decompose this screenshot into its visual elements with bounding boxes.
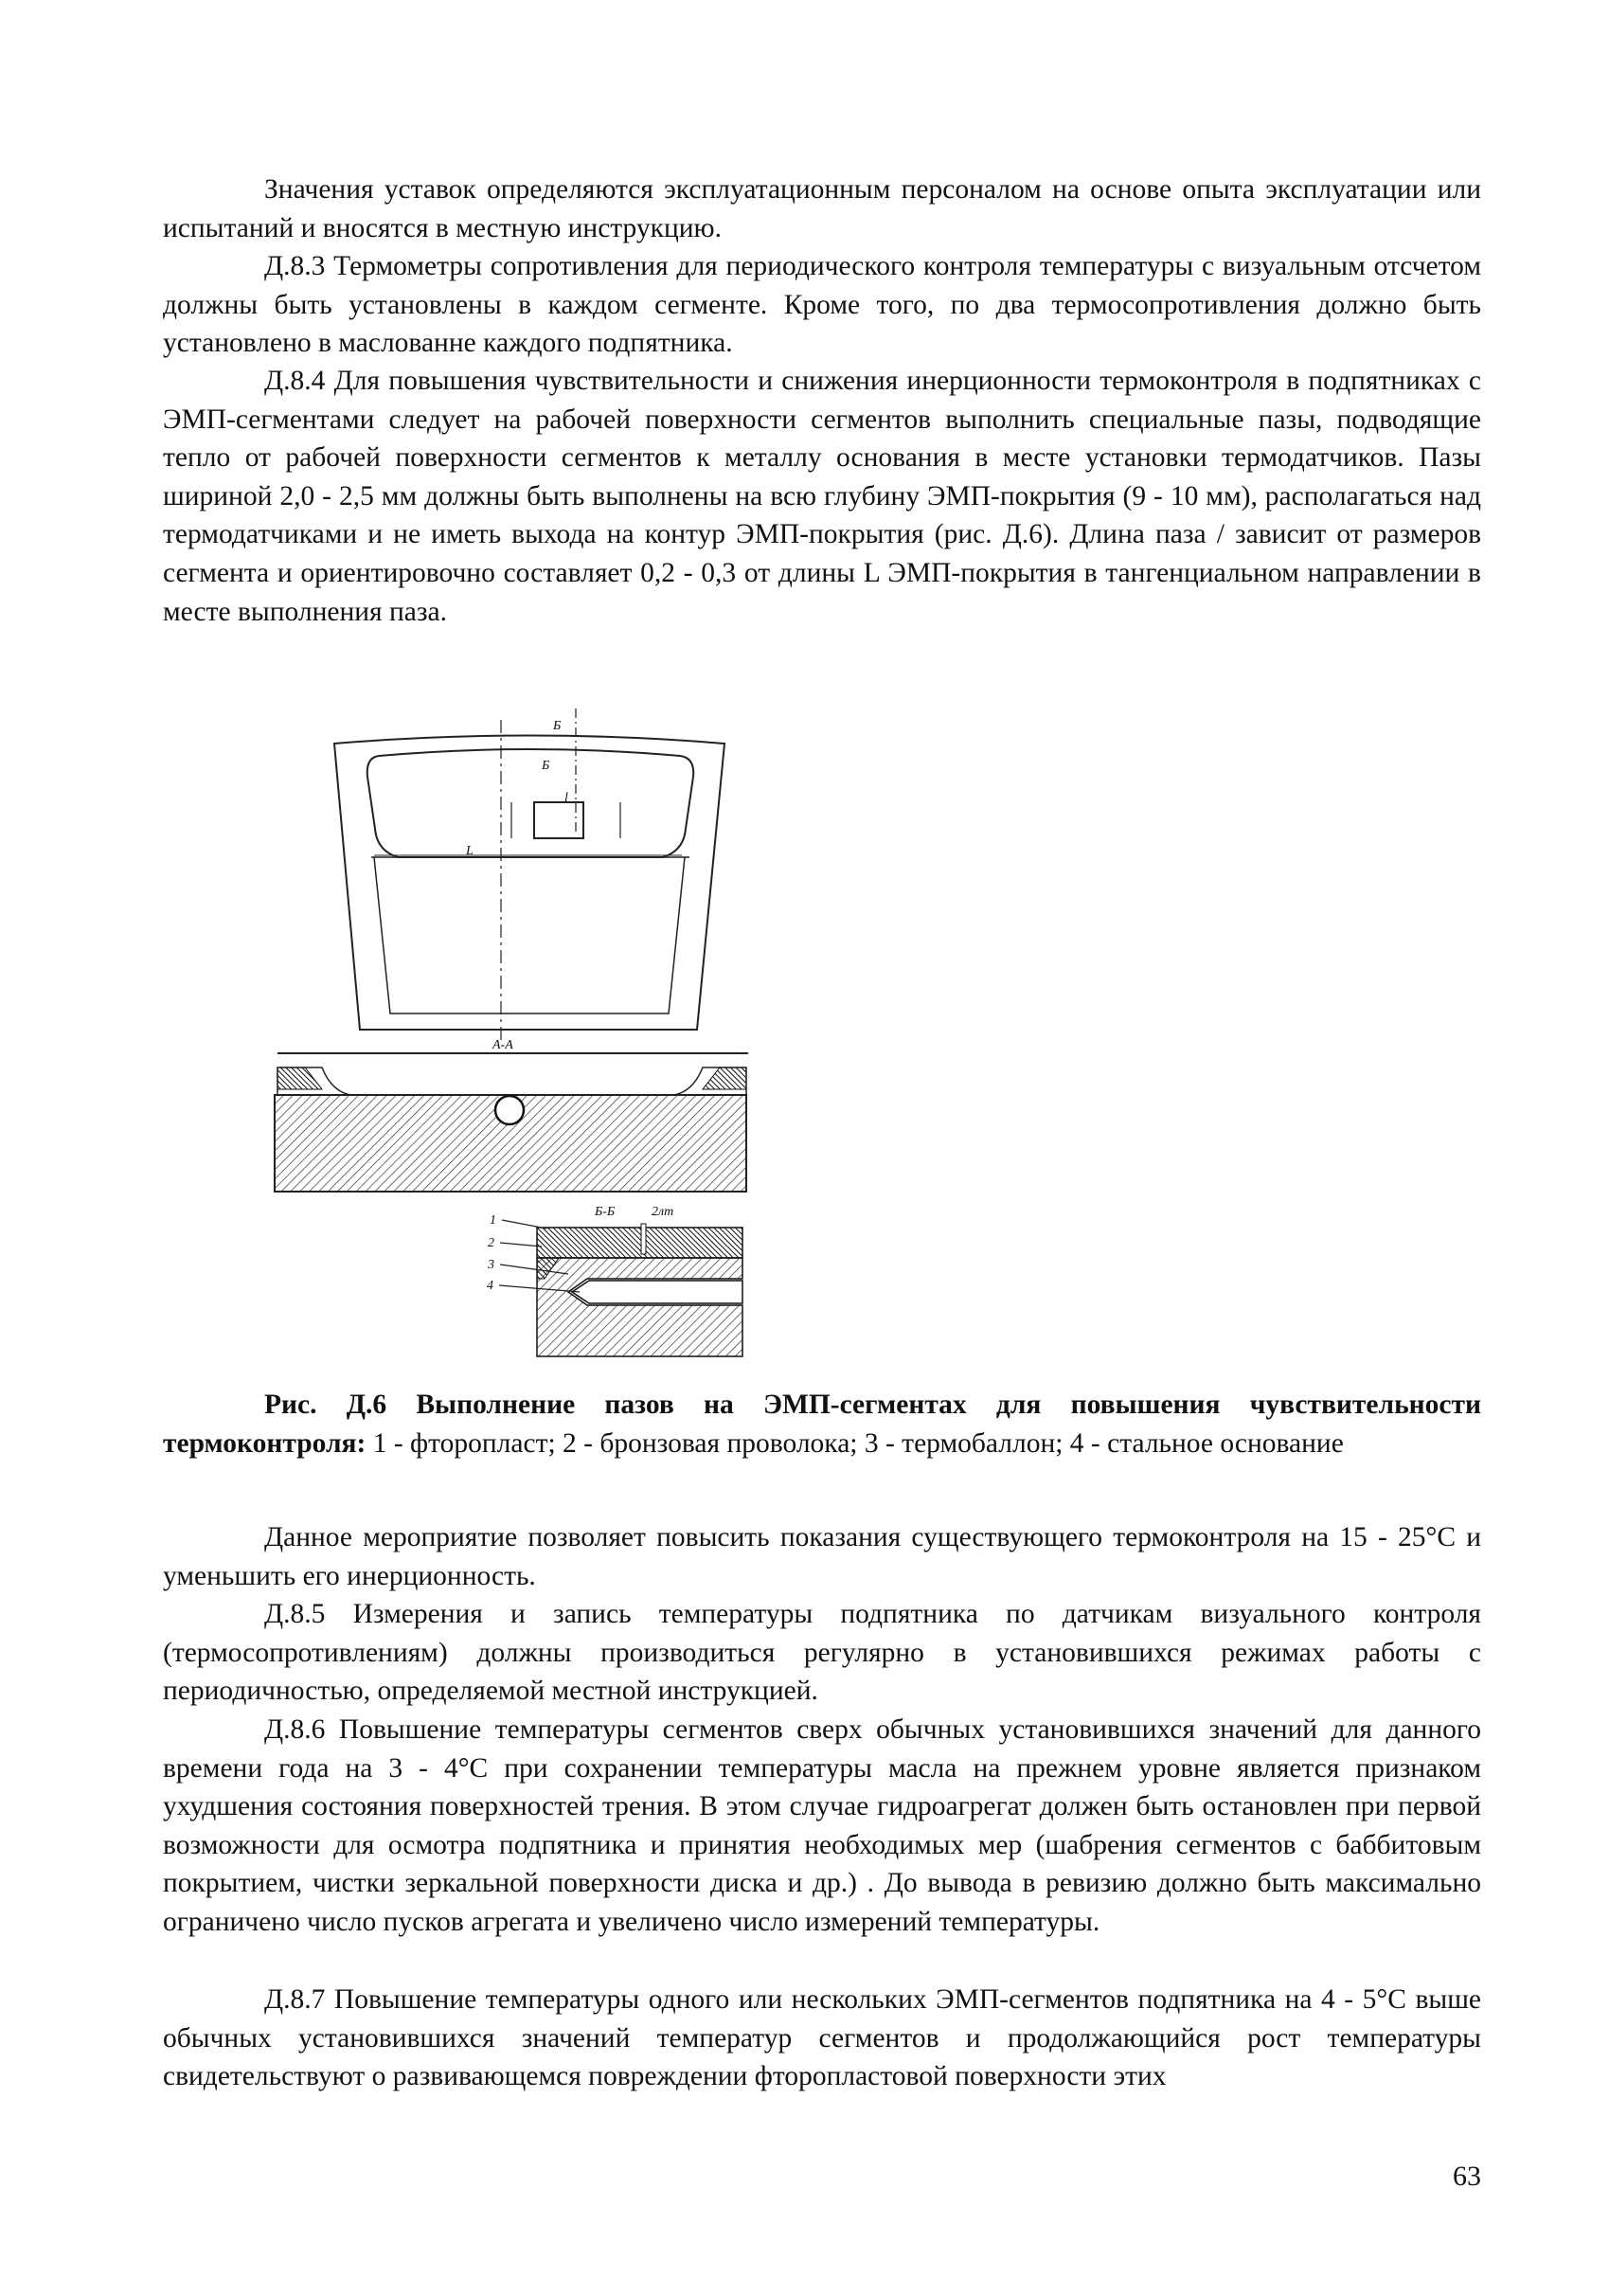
section-b-b — [537, 1205, 742, 1356]
svg-text:3: 3 — [488, 1258, 494, 1272]
section-a-a — [275, 1038, 748, 1192]
svg-text:Б: Б — [553, 719, 562, 733]
svg-text:1: 1 — [490, 1213, 496, 1228]
svg-text:4: 4 — [487, 1279, 493, 1293]
svg-text:2: 2 — [488, 1236, 494, 1250]
paragraph-d-8-4: Д.8.4 Для повышения чувствительности и снижения инерционности термоконтроля в подпятниках с ЭМП-сегментами следует на рабочей поверхности сегментов выполнить специальные пазы, подводящие тепло от рабочей поверхности сегментов к металлу основания в месте установки термодатчиков. Пазы шириной 2,0 - 2,5 мм должны быть выполнены на всю глубину ЭМП-покрытия (9 - 10 мм), располагаться над термодатчиками и не иметь выхода на контур ЭМП-покрытия (рис. Д.6). Длина паза / зависит от размеров сегмента и ориентировочно составляет 0,2 - 0,3 от длины L ЭМП-покрытия в тангенциальном направлении в месте выполнения паза. — [163, 366, 1481, 627]
figure-caption — [163, 1386, 1481, 1462]
svg-text:l: l — [564, 791, 568, 805]
page-number: 63 — [1453, 2161, 1481, 2192]
svg-text:2лт: 2лт — [652, 1205, 674, 1219]
plan-view-labels — [465, 719, 568, 858]
svg-text:Б: Б — [542, 759, 550, 773]
section-b-b-numbers — [487, 1213, 496, 1293]
paragraph-d-8-3: Д.8.3 Термометры сопротивления для периодического контроля температуры с визуальным отсчетом должны быть установлены в каждом сегменте. Кроме того, по два термосопротивления должно быть установлено в маслованне каждого подпятника. — [163, 251, 1481, 359]
svg-text:L: L — [466, 844, 474, 858]
svg-text:А-А: А-А — [492, 1038, 513, 1052]
paragraph-d-8-6: Д.8.6 Повышение температуры сегментов сверх обычных установившихся значений для данного времени года на 3 - 4°С при сохранении температуры масла на прежнем уровне является признаком ухудшения состояния поверхностей трения. В этом случае гидроагрегат должен быть остановлен при первой возможности для осмотра подпятника и принятия необходимых мер (шабрения сегментов с баббитовым покрытием, чистки зеркальной поверхности диска и др.) . До вывода в ревизию должно быть максимально ограничено число пусков агрегата и увеличено число измерений температуры. — [163, 1714, 1481, 1937]
paragraph-d-8-7: Д.8.7 Повышение температуры одного или нескольких ЭМП-сегментов подпятника на 4 - 5°С выше обычных установившихся значений температур сегментов и продолжающийся рост температуры свидетельствуют о развивающемся повреждении фторопластовой поверхности этих — [163, 1984, 1481, 2092]
svg-text:Б-Б: Б-Б — [595, 1205, 616, 1219]
figure-caption-legend: 1 - фторопласт; 2 - бронзовая проволока; 3 - термобаллон; 4 - стальное основание — [366, 1427, 1344, 1459]
figure-caption-title: Рис. Д.6 Выполнение пазов на ЭМП-сегментах для повышения чувствительности термоконтроля: — [163, 1390, 1481, 1459]
paragraph-d-8-5: Д.8.5 Измерения и запись температуры подпятника по датчикам визуального контроля (термосопротивлениям) должны производиться регулярно в установившихся режимах работы с периодичностью, определяемой местной инструкцией. — [163, 1599, 1481, 1707]
paragraph-settings-values: Значения уставок определяются эксплуатационным персоналом на основе опыта эксплуатации или испытаний и вносятся в местную инструкцию. — [163, 174, 1481, 243]
segment-plan-view — [334, 709, 724, 1042]
paragraph-measure-effect: Данное мероприятие позволяет повысить показания существующего термоконтроля на 15 - 25°С и уменьшить его инерционность. — [163, 1522, 1481, 1591]
